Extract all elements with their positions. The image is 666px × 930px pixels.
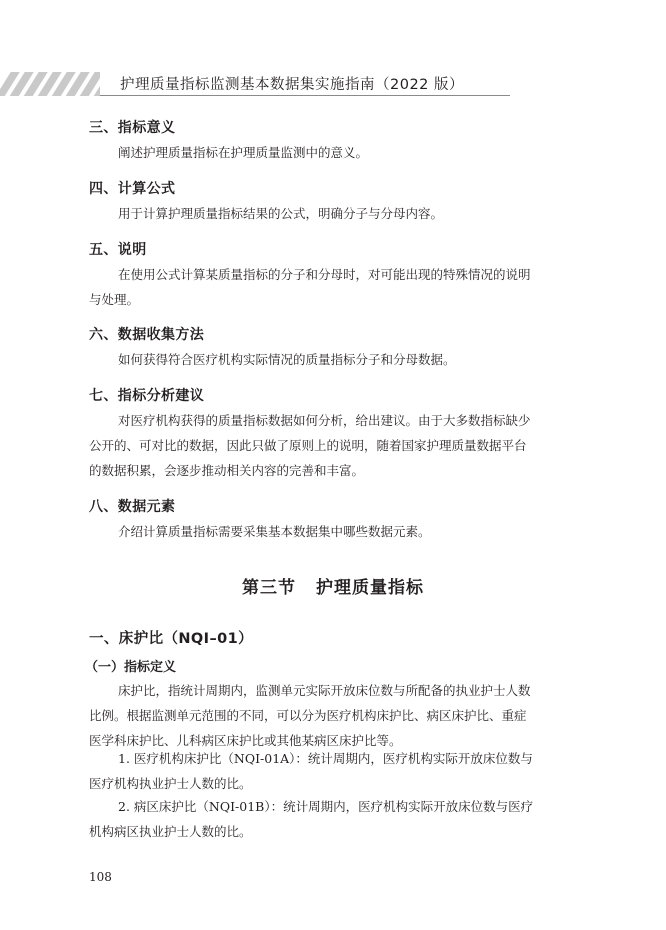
heading-calculation-formula: 四、计算公式 [89, 181, 176, 197]
section-number: 第三节 [242, 578, 296, 598]
paragraph-analysis-advice: 对医疗机构获得的质量指标数据如何分析，给出建议。由于大多数指标缺少 公开的、可对比的数据，因此只做了原则上的说明，随着国家护理质量数据平台 的数据积累，会逐步推动相关内容的完善和丰富。 [89, 413, 531, 478]
running-header-title: 护理质量指标监测基本数据集实施指南（2022 版） [120, 77, 465, 93]
paragraph-data-elements: 介绍计算质量指标需要采集基本数据集中哪些数据元素。 [118, 524, 431, 539]
paragraph-item-2: 2. 病区床护比（NQI-01B）：统计周期内，医疗机构实际开放床位数与医疗 机构病区执业护士人数的比。 [89, 799, 534, 839]
heading-data-collection: 六、数据收集方法 [89, 327, 205, 343]
heading-bed-nurse-ratio: 一、床护比（NQI–01） [89, 631, 253, 647]
section-title [0, 573, 666, 598]
section-name: 护理质量指标 [316, 578, 424, 598]
paragraph-indicator-significance: 阐述护理质量指标在护理质量监测中的意义。 [118, 145, 369, 160]
page-number: 108 [89, 870, 112, 884]
header-decoration [0, 72, 100, 96]
paragraph-notes: 在使用公式计算某质量指标的分子和分母时，对可能出现的特殊情况的说明 与处理。 [89, 267, 531, 307]
paragraph-item-1: 1. 医疗机构床护比（NQI-01A）：统计周期内，医疗机构实际开放床位数与 医疗机构执业护士人数的比。 [89, 751, 533, 791]
heading-analysis-advice: 七、指标分析建议 [89, 388, 205, 404]
paragraph-calculation-formula: 用于计算护理质量指标结果的公式，明确分子与分母内容。 [118, 206, 444, 221]
heading-data-elements: 八、数据元素 [89, 499, 176, 515]
heading-indicator-significance: 三、指标意义 [89, 120, 176, 136]
subheading-indicator-definition: （一）指标定义 [85, 660, 177, 675]
paragraph-data-collection: 如何获得符合医疗机构实际情况的质量指标分子和分母数据。 [118, 352, 456, 367]
heading-notes: 五、说明 [89, 242, 147, 258]
header-rule [100, 95, 510, 96]
paragraph-definition: 床护比，指统计周期内，监测单元实际开放床位数与所配备的执业护士人数 比例。根据监测单元范围的不同，可以分为医疗机构床护比、病区床护比、重症 医学科床护比、儿科病区床护比或其他某病区床护比等。 [89, 683, 531, 748]
